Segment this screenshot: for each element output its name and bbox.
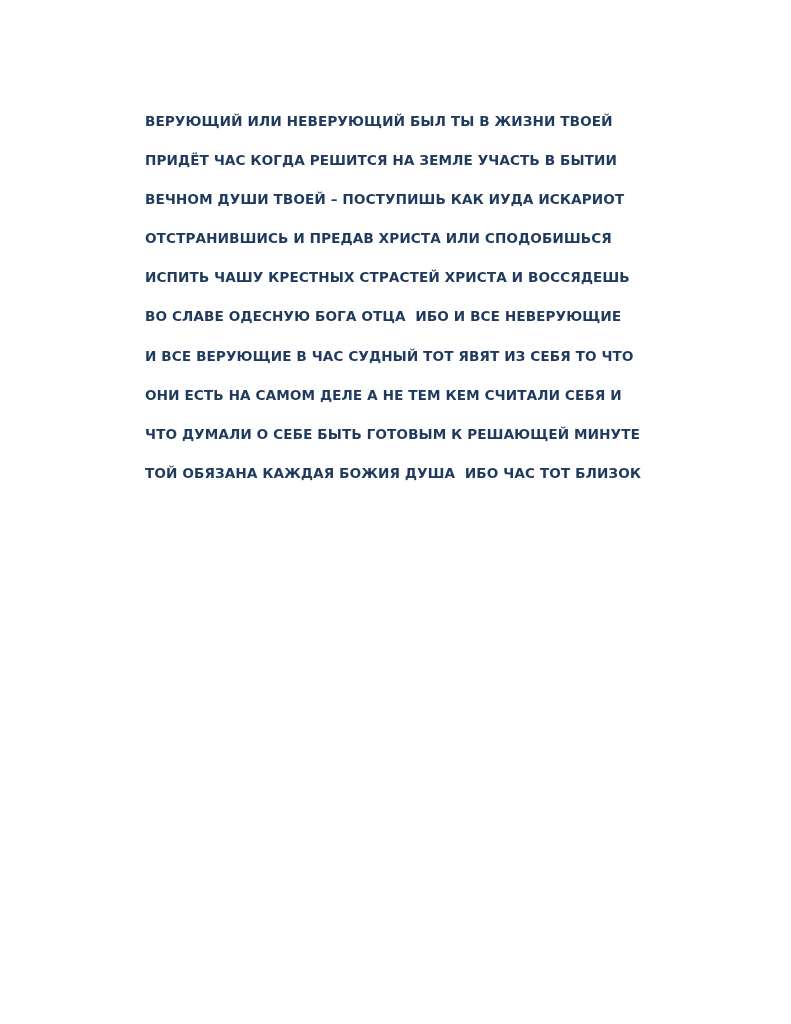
text-line-7: И ВСЕ ВЕРУЮЩИЕ В ЧАС СУДНЫЙ ТОТ ЯВЯТ ИЗ СЕБЯ ТО ЧТО xyxy=(145,348,634,365)
text-block xyxy=(145,108,705,499)
text-line-4: ОТСТРАНИВШИСЬ И ПРЕДАВ ХРИСТА ИЛИ СПОДОБИШЬСЯ xyxy=(145,231,612,248)
text-line-2: ПРИДЁТ ЧАС КОГДА РЕШИТСЯ НА ЗЕМЛЕ УЧАСТЬ В БЫТИИ xyxy=(145,153,617,170)
text-line-3: ВЕЧНОМ ДУШИ ТВОЕЙ – ПОСТУПИШЬ КАК ИУДА ИСКАРИОТ xyxy=(145,192,625,209)
text-line-1: ВЕРУЮЩИЙ ИЛИ НЕВЕРУЮЩИЙ БЫЛ ТЫ В ЖИЗНИ ТВОЕЙ xyxy=(145,114,613,130)
text-line-5: ИСПИТЬ ЧАШУ КРЕСТНЫХ СТРАСТЕЙ ХРИСТА И ВОССЯДЕШЬ xyxy=(145,270,630,287)
text-line-6: ВО СЛАВЕ ОДЕСНУЮ БОГА ОТЦА ИБО И ВСЕ НЕВЕРУЮЩИЕ xyxy=(145,309,622,326)
text-line-8: ОНИ ЕСТЬ НА САМОМ ДЕЛЕ А НЕ ТЕМ КЕМ СЧИТАЛИ СЕБЯ И xyxy=(145,387,622,404)
text-line-9: ЧТО ДУМАЛИ О СЕБЕ БЫТЬ ГОТОВЫМ К РЕШАЮЩЕЙ МИНУТЕ xyxy=(145,426,640,443)
text-line-10: ТОЙ ОБЯЗАНА КАЖДАЯ БОЖИЯ ДУША ИБО ЧАС ТОТ БЛИЗОК xyxy=(145,465,642,482)
